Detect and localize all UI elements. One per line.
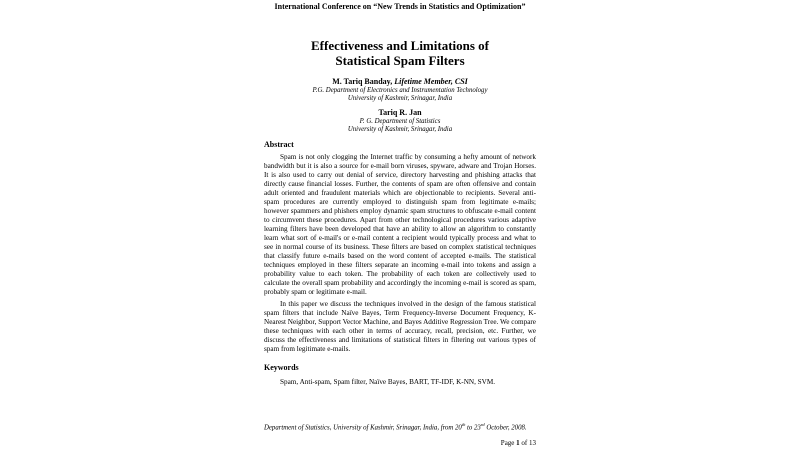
author1-name-line xyxy=(264,77,536,87)
author2-affiliation-1: P. G. Department of Statistics xyxy=(359,118,441,125)
abstract-paragraph-2: In this paper we discuss the techniques involved in the design of the famous statistical spam filters that include Naïve Bayes, Term Frequency-Inverse Document Frequency, K-Nearest Neighbor, Support Vector Machine, and Bayes Additive Regression Tree. We compare these techniques with each other in terms of accuracy, recall, precision, etc. Further, we discuss the effectiveness and limitations of statistical filters in filtering out various types of spam from legitimate e-mails. xyxy=(264,300,536,353)
footer-text-1: Department of Statistics, University of Kashmir, Srinagar, India, from 20 xyxy=(264,424,462,432)
paper-title-line2: Statistical Spam Filters xyxy=(335,53,465,68)
author2-affiliation-2: University of Kashmir, Srinagar, India xyxy=(347,126,453,133)
paper-page xyxy=(264,0,536,450)
page-number-suffix: of 13 xyxy=(519,439,536,447)
page-number-value: 1 xyxy=(516,439,520,447)
author2-name: Tariq R. Jan xyxy=(378,108,422,117)
keywords-text: Spam, Anti-spam, Spam filter, Naïve Bayes, BART, TF-IDF, K-NN, SVM. xyxy=(280,378,496,386)
author-block-1 xyxy=(264,77,536,103)
footer-text-2: to 23 xyxy=(465,424,481,432)
abstract-paragraph-1: Spam is not only clogging the Internet traffic by consuming a hefty amount of network bandwidth but it is also a source for e-mail born viruses, spyware, adware and Trojan Horses. It is also used to carry out denial of service, directory harvesting and phishing attacks that directly cause financial losses. Further, the contents of spam are often offensive and contain adult oriented and fraudulent materials which are objectionable to recipients. Several anti-spam procedures are currently employed to distinguish spam from legitimate e-mails; however spammers and phishers employ dynamic spam structures to obfuscate e-mail content to circumvent these procedures. Apart from other technological procedures various adaptive learning filters have been developed that have an ability to allow an algorithm to constantly learn what sort of e-mail's or e-mail content a recipient would typically process and what to see in normal course of its business. These filters are based on complex statistical techniques that classify future e-mails based on the word content of accepted e-mails. The statistical techniques employed in these filters separate an incoming e-mail into tokens and assign a probability value to each token. The probability of each token are collectively used to calculate the overall spam probability and accordingly the incoming e-mail is scored as spam, probably spam or legitimate e-mail. xyxy=(264,153,536,296)
author1-affiliation-1: P.G. Department of Electronics and Instrumentation Technology xyxy=(312,87,488,94)
paper-title xyxy=(264,38,536,68)
footer-text-3: October, 2008. xyxy=(484,424,527,432)
keywords-heading: Keywords xyxy=(264,363,299,372)
author-block-2 xyxy=(264,108,536,134)
abstract-heading: Abstract xyxy=(264,140,294,149)
author2-name-line xyxy=(264,108,536,118)
footer-superscript-rd: rd xyxy=(480,422,485,427)
paper-title-line1: Effectiveness and Limitations of xyxy=(310,38,490,53)
author1-membership: Lifetime Member, CSI xyxy=(392,77,468,86)
page-number-prefix: Page xyxy=(500,439,517,447)
author1-affiliation-2: University of Kashmir, Srinagar, India xyxy=(347,95,453,102)
footer-superscript-th: th xyxy=(461,422,466,427)
conference-footer xyxy=(264,421,536,433)
author1-name: M. Tariq Banday, xyxy=(332,77,393,86)
conference-header: International Conference on “New Trends in Statistics and Optimization” xyxy=(274,2,526,11)
page-number xyxy=(501,439,536,448)
